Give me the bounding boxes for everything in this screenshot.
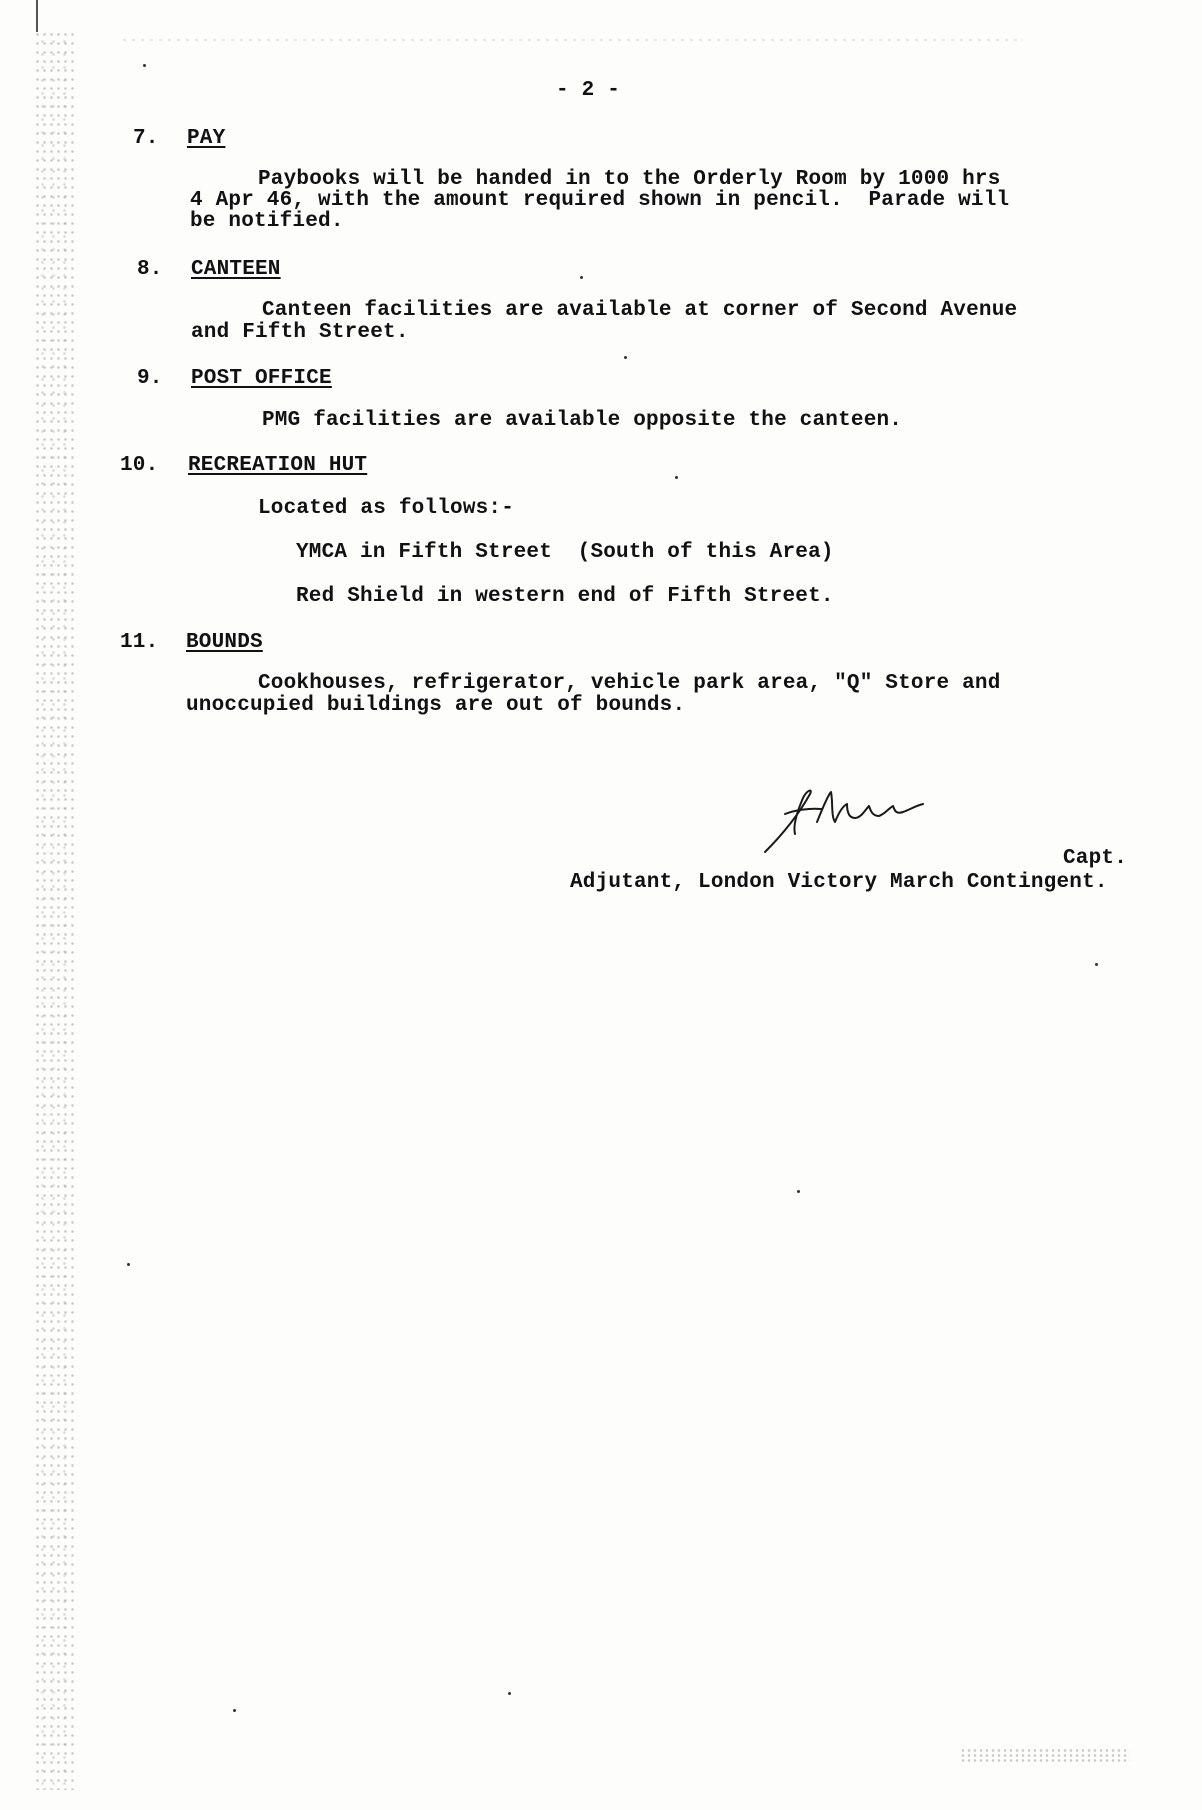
recreation-line-2: YMCA in Fifth Street (South of this Area) (296, 541, 834, 564)
post-office-line-1: PMG facilities are available opposite the canteen. (262, 409, 903, 432)
section-number-9: 9. (137, 367, 163, 390)
canteen-line-2: and Fifth Street. (191, 321, 409, 344)
scan-dot (1095, 963, 1098, 966)
pay-line-1: Paybooks will be handed in to the Orderly Room by 1000 hrs (258, 168, 1001, 191)
scan-dot (127, 1263, 130, 1266)
handwritten-signature (755, 782, 945, 862)
scan-dot (233, 1709, 236, 1712)
recreation-line-3: Red Shield in western end of Fifth Street. (296, 585, 834, 608)
section-number-7: 7. (133, 127, 159, 150)
section-number-8: 8. (137, 258, 163, 281)
scan-edge-rule (36, 0, 38, 32)
section-heading-recreation-hut: RECREATION HUT (188, 454, 368, 477)
scan-dot (797, 1190, 800, 1193)
scan-dot (675, 476, 678, 479)
section-heading-post-office: POST OFFICE (191, 367, 332, 390)
section-heading-pay: PAY (187, 127, 226, 150)
page-number: - 2 - (556, 79, 621, 102)
section-number-11: 11. (120, 631, 159, 654)
scan-dot (624, 356, 627, 359)
scan-bottom-speckle (960, 1748, 1130, 1762)
bounds-line-1: Cookhouses, refrigerator, vehicle park area, "Q" Store and (258, 672, 1001, 695)
section-heading-bounds: BOUNDS (186, 631, 263, 654)
recreation-line-1: Located as follows:- (258, 497, 515, 520)
signature-appointment: Adjutant, London Victory March Contingent. (570, 871, 1108, 894)
bounds-line-2: unoccupied buildings are out of bounds. (186, 694, 686, 717)
section-number-10: 10. (120, 454, 159, 477)
canteen-line-1: Canteen facilities are available at corner of Second Avenue (262, 299, 1018, 322)
pay-line-3: be notified. (190, 210, 344, 233)
scan-dot (143, 64, 146, 67)
scan-top-speckle (120, 36, 1020, 44)
scan-dot (508, 1692, 511, 1695)
scan-edge-speckle (34, 30, 74, 1790)
pay-line-2: 4 Apr 46, with the amount required shown in pencil. Parade will (190, 189, 1010, 212)
section-heading-canteen: CANTEEN (191, 258, 281, 281)
scan-dot (580, 276, 583, 279)
signature-rank: Capt. (1063, 847, 1128, 870)
